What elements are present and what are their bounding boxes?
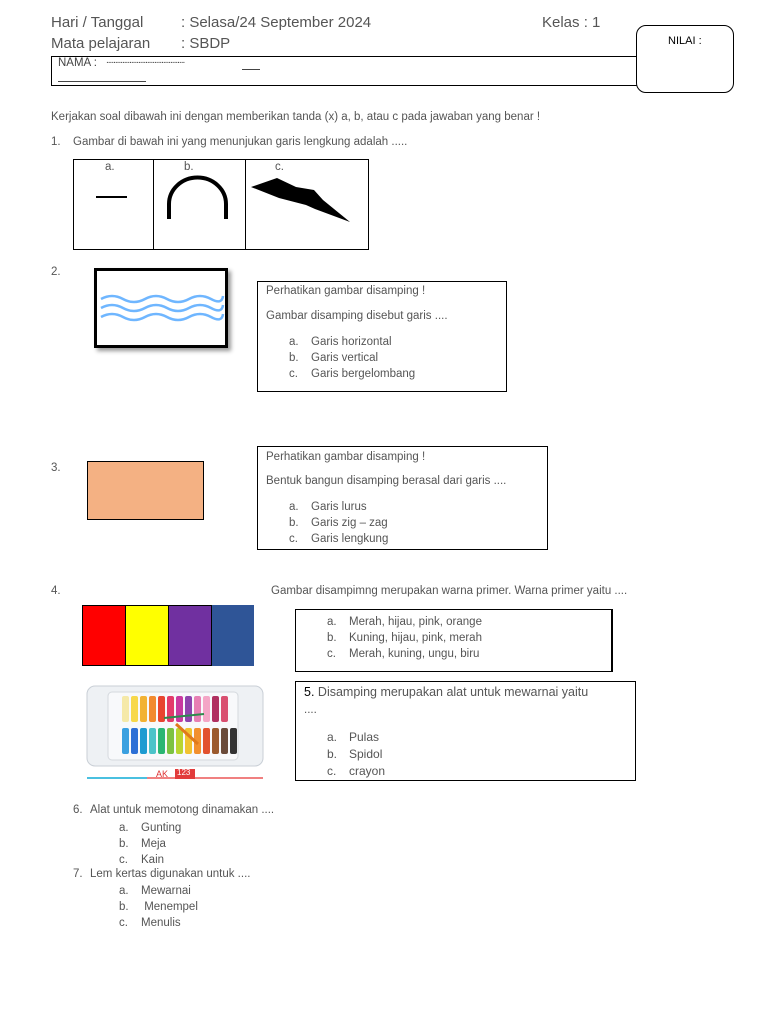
q2-wavy-frame	[94, 268, 228, 348]
crayon	[221, 696, 228, 722]
q5-option-c[interactable]: c. crayon	[327, 764, 386, 778]
q2-question-box	[257, 281, 507, 392]
q1-label-a: a.	[105, 161, 115, 173]
q1-text: Gambar di bawah ini yang menunjukan garis lengkung adalah .....	[73, 136, 408, 148]
q2-wavy-lines	[97, 271, 225, 345]
q4-option-b[interactable]: b. Kuning, hijau, pink, merah	[327, 632, 482, 644]
logo-number: 123	[177, 768, 191, 777]
crayon	[140, 728, 147, 754]
crayon	[185, 696, 192, 722]
crayon	[194, 696, 201, 722]
q1-number: 1.	[51, 136, 61, 148]
class-label: Kelas : 1	[542, 14, 601, 31]
crayon	[140, 696, 147, 722]
subject-label: Mata pelajaran	[51, 35, 151, 52]
crayon	[203, 728, 210, 754]
crayon-set-icon	[84, 680, 266, 782]
q5-crayon-box-image	[84, 680, 266, 782]
q5-question-line	[304, 685, 588, 699]
q7-question: Lem kertas digunakan untuk ....	[90, 868, 251, 880]
q2-option-a[interactable]: a. Garis horizontal	[289, 336, 392, 348]
crayon	[212, 696, 219, 722]
q4-question: Gambar disampimng merupakan warna primer. Warna primer yaitu ....	[271, 585, 628, 597]
day-label: Hari / Tanggal	[51, 14, 144, 31]
crayon	[149, 696, 156, 722]
q2-number: 2.	[51, 266, 61, 278]
name-line-second	[58, 81, 146, 82]
q5-option-a[interactable]: a. Pulas	[327, 730, 380, 744]
q3-number: 3.	[51, 462, 61, 474]
swatch-purple	[169, 605, 212, 666]
crayon	[149, 728, 156, 754]
q6-option-c[interactable]: c. Kain	[119, 854, 165, 866]
q7-option-a[interactable]: a. Mewarnai	[119, 885, 191, 897]
q5-number: 5.	[304, 685, 315, 699]
q4-number: 4.	[51, 585, 61, 597]
q5-option-b[interactable]: b. Spidol	[327, 747, 383, 761]
q7-number: 7.	[73, 868, 83, 880]
q3-option-c[interactable]: c. Garis lengkung	[289, 533, 389, 545]
crayon	[131, 696, 138, 722]
crayon	[176, 696, 183, 722]
q4-option-a[interactable]: a. Merah, hijau, pink, orange	[327, 616, 482, 628]
q5-question-tail: ....	[304, 704, 317, 716]
q3-prompt: Perhatikan gambar disamping !	[266, 451, 426, 463]
q6-question: Alat untuk memotong dinamakan ....	[90, 804, 275, 816]
crayon	[221, 728, 228, 754]
name-box[interactable]	[51, 56, 643, 86]
q3-option-b[interactable]: b. Garis zig – zag	[289, 517, 388, 529]
q4-color-swatches	[82, 605, 254, 666]
q7-option-b[interactable]: b. Menempel	[119, 901, 198, 913]
day-value: : Selasa/24 September 2024	[181, 14, 372, 31]
logo-letters: AK	[156, 769, 169, 779]
crayon	[203, 696, 210, 722]
q4-option-c[interactable]: c. Merah, kuning, ungu, biru	[327, 648, 480, 660]
swatch-blue	[212, 605, 254, 666]
q6-number: 6.	[73, 804, 83, 816]
swatch-yellow	[126, 605, 169, 666]
q2-option-b[interactable]: b. Garis vertical	[289, 352, 379, 364]
crayon	[230, 728, 237, 754]
q5-question-box	[295, 681, 636, 781]
q2-question: Gambar disamping disebut garis ....	[266, 310, 448, 322]
crayon	[158, 696, 165, 722]
swatch-red	[82, 605, 126, 666]
q3-option-a[interactable]: a. Garis lurus	[289, 501, 367, 513]
q4-options-box	[295, 609, 613, 672]
q5-question: Disamping merupakan alat untuk mewarnai yaitu	[317, 685, 589, 699]
name-line-end	[242, 69, 260, 70]
crayon	[122, 728, 129, 754]
q1-label-c: c.	[275, 161, 284, 173]
q2-prompt: Perhatikan gambar disamping !	[266, 285, 426, 297]
instruction: Kerjakan soal dibawah ini dengan memberikan tanda (x) a, b, atau c pada jawaban yang benar !	[51, 111, 541, 123]
crayon	[131, 728, 138, 754]
q7-option-c[interactable]: c. Menulis	[119, 917, 181, 929]
name-label: NAMA :	[58, 57, 97, 69]
crayon	[176, 728, 183, 754]
q3-question-box	[257, 446, 548, 550]
curved-line-icon	[169, 178, 226, 219]
q1-figures	[74, 160, 368, 249]
q3-question: Bentuk bangun disamping berasal dari garis ....	[266, 475, 507, 487]
zigzag-lightning-icon	[251, 178, 350, 222]
q3-rectangle-shape	[87, 461, 204, 520]
q2-option-c[interactable]: c. Garis bergelombang	[289, 368, 416, 380]
score-box[interactable]	[636, 25, 734, 93]
q6-option-b[interactable]: b. Meja	[119, 838, 166, 850]
q1-options-table	[73, 159, 369, 250]
name-dots: ............................................	[106, 55, 185, 66]
subject-value: : SBDP	[181, 35, 231, 52]
score-label: NILAI :	[668, 35, 702, 47]
crayon	[212, 728, 219, 754]
q6-option-a[interactable]: a. Gunting	[119, 822, 182, 834]
crayon	[167, 728, 174, 754]
q1-label-b: b.	[184, 161, 194, 173]
crayon	[122, 696, 129, 722]
crayon	[158, 728, 165, 754]
